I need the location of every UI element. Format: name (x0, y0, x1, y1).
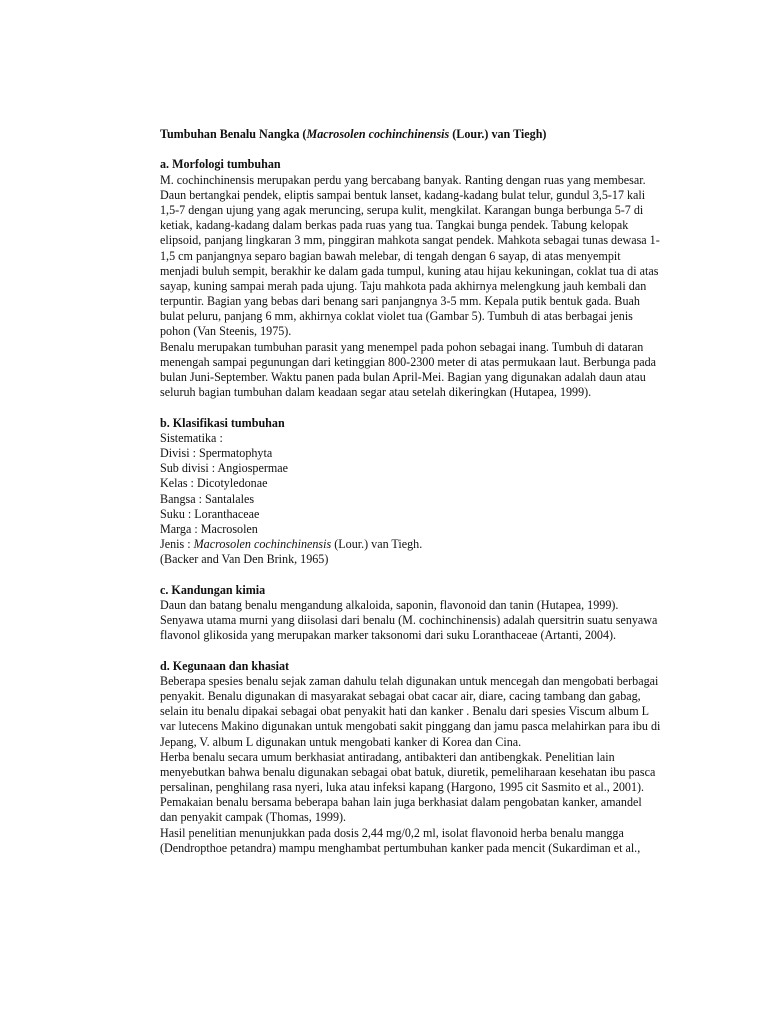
text-line: menyebutkan bahwa benalu digunakan sebagai obat batuk, diuretik, pemeliharaan kesehatan ibu pasca (160, 764, 656, 779)
classification-line: Kelas : Dicotyledonae (160, 476, 268, 491)
section-d-text (160, 674, 716, 856)
classification-line: Sistematika : (160, 430, 223, 445)
title-species-name: Macrosolen cochinchinensis (306, 127, 450, 141)
text-line: penyakit. Benalu digunakan di masyarakat sebagai obat cacar air, diare, cacing tambang dan gabag, (160, 688, 641, 703)
text-line: menjadi buluh sempit, berakhir ke dalam gada tumpul, kuning atau hijau kekuningan, coklat tua di atas (160, 263, 659, 278)
document-title (160, 127, 716, 142)
text-line: 1,5 cm panjangnya separo bagian bawah melebar, di tengah dengan 6 sayap, di atas menyempit (160, 248, 621, 263)
text-line: Jepang, V. album L digunakan untuk mengobati kanker di Korea dan Cina. (160, 734, 522, 749)
text-line: ketiak, kadang-kadang dalam berkas pada ruas yang tua. Tangkai bunga pendek. Tabung kelopak (160, 218, 629, 233)
classification-jenis (160, 537, 716, 552)
classification-line: Suku : Loranthaceae (160, 506, 260, 521)
classification-source: (Backer and Van Den Brink, 1965) (160, 552, 329, 567)
title-suffix: (Lour.) van Tiegh) (449, 127, 547, 141)
spacer (160, 567, 716, 582)
text-line: var lutecens Makino digunakan untuk mengobati sakit pinggang dan jamu pasca melahirkan para ibu di (160, 719, 661, 734)
text-line: Hasil penelitian menunjukkan pada dosis 2,44 mg/0,2 ml, isolat flavonoid herba benalu mangga (160, 825, 624, 840)
jenis-author: (Lour.) van Tiegh. (331, 537, 423, 552)
classification-line: Marga : Macrosolen (160, 521, 258, 536)
classification-line: Bangsa : Santalales (160, 491, 255, 506)
text-line: selain itu benalu dipakai sebagai obat penyakit hati dan kanker . Benalu dari spesies Viscum album L (160, 704, 650, 719)
section-b-text (160, 431, 716, 568)
document-body (160, 127, 716, 856)
text-line: (Dendropthoe petandra) mampu menghambat pertumbuhan kanker pada mencit (Sukardiman et al., (160, 840, 641, 855)
classification-line: Sub divisi : Angiospermae (160, 461, 288, 476)
text-line: seluruh bagian tumbuhan dalam keadaan segar atau setelah dikeringkan (Hutapea, 1999). (160, 385, 592, 400)
text-line: terpuntir. Bagian yang bebas dari benang sari panjangnya 3-5 mm. Kepala putik bentuk gada. Buah (160, 294, 640, 309)
text-line: Benalu merupakan tumbuhan parasit yang menempel pada pohon sebagai inang. Tumbuh di dataran (160, 339, 644, 354)
text-line: Pemakaian benalu bersama beberapa bahan lain juga berkhasiat dalam pengobatan kanker, amandel (160, 795, 642, 810)
section-c-heading: c. Kandungan kimia (160, 582, 266, 597)
text-line: Senyawa utama murni yang diisolasi dari benalu (M. cochinchinensis) adalah quersitrin suatu senyawa (160, 613, 658, 627)
text-line: flavonol glikosida yang merupakan marker taksonomi dari suku Loranthaceae (Artanti, 2004). (160, 628, 617, 643)
text-line: bulan Juni-September. Waktu panen pada bulan April-Mei. Bagian yang digunakan adalah daun atau (160, 370, 646, 384)
text-line: elipsoid, panjang lingkaran 3 mm, pinggiran mahkota sangat pendek. Mahkota sebagai tunas dewasa 1- (160, 233, 660, 248)
text-line: menengah sampai pegunungan dari ketinggian 800-2300 meter di atas permukaan laut. Berbunga pada (160, 354, 657, 369)
section-d-heading: d. Kegunaan dan khasiat (160, 658, 290, 673)
text-line: persalinan, penghilang rasa nyeri, luka atau infeksi kapang (Hargono, 1995 cit Sasmito et al., 2001). (160, 780, 645, 795)
text-line: Beberapa spesies benalu sejak zaman dahulu telah digunakan untuk mencegah dan mengobati berbagai (160, 673, 659, 688)
text-line: Daun bertangkai pendek, eliptis sampai bentuk lanset, kadang-kadang bulat telur, gundul 3,5-17 kali (160, 187, 646, 202)
text-line: bulat peluru, panjang 6 mm, akhirnya coklat violet tua (Gambar 5). Tumbuh di atas berbagai jenis (160, 309, 633, 324)
title-prefix: Tumbuhan Benalu Nangka ( (160, 127, 307, 141)
classification-line: Divisi : Spermatophyta (160, 445, 273, 460)
text-line: Daun dan batang benalu mengandung alkaloida, saponin, flavonoid dan tanin (Hutapea, 1999). (160, 597, 619, 612)
text-line: dan penyakit campak (Thomas, 1999). (160, 810, 347, 825)
section-a-text (160, 173, 716, 401)
jenis-species-name: Macrosolen cochinchinensis (193, 537, 332, 552)
section-c-text (160, 598, 716, 644)
spacer (160, 643, 716, 658)
jenis-label: Jenis : (160, 537, 194, 552)
section-a-heading: a. Morfologi tumbuhan (160, 157, 281, 172)
text-line: M. cochinchinensis merupakan perdu yang bercabang banyak. Ranting dengan ruas yang membesar. (160, 172, 646, 187)
section-b-heading: b. Klasifikasi tumbuhan (160, 415, 285, 430)
text-line: pohon (Van Steenis, 1975). (160, 324, 292, 339)
text-line: sayap, kuning sampai merah pada ujung. Taju mahkota pada akhirnya melengkung jauh kembali dan (160, 278, 647, 293)
text-line: 1,5-7 dengan ujung yang agak meruncing, serupa kulit, mengkilat. Karangan bunga berbunga 5-7 di (160, 202, 644, 217)
spacer (160, 400, 716, 415)
spacer (160, 142, 716, 157)
text-line: Herba benalu secara umum berkhasiat antiradang, antibakteri dan antibengkak. Penelitian lain (160, 749, 615, 764)
